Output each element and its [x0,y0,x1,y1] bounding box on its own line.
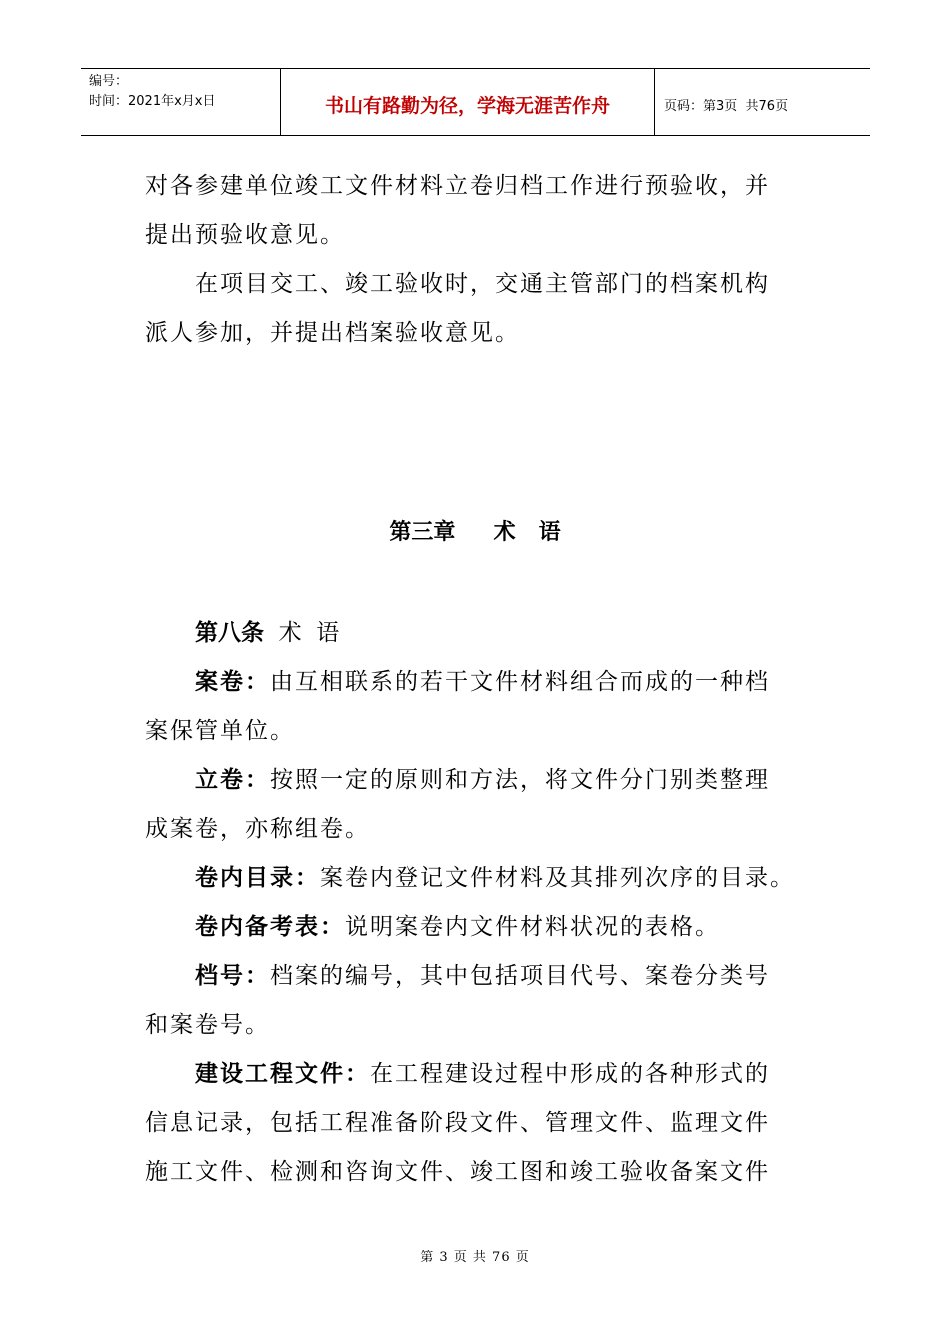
term-name: 档号： [195,963,270,989]
paragraph [145,162,815,260]
term-name: 卷内目录： [195,865,320,891]
header-page-info: 页码：第3页 共76页 [664,98,789,114]
header-meta-cell [81,69,281,135]
page-header [81,68,870,136]
term-definition [145,1050,815,1197]
term-name: 立卷： [195,767,270,793]
term-text: 施工文件、检测和咨询文件、竣工图和竣工验收备案文件 [145,1159,770,1185]
term-text: 案保管单位。 [145,718,295,744]
term-name: 建设工程文件： [195,1061,370,1087]
page-footer: 第 3 页 共 76 页 [420,1250,530,1265]
header-motto-cell [281,69,655,135]
paragraph [145,260,815,358]
term-text: 档案的编号，其中包括项目代号、案卷分类号 [270,963,770,989]
term-text: 由互相联系的若干文件材料组合而成的一种档 [270,669,770,695]
term-text: 成案卷，亦称组卷。 [145,816,370,842]
text-line: 在项目交工、竣工验收时，交通主管部门的档案机构 [195,271,770,297]
term-text: 信息记录，包括工程准备阶段文件、管理文件、监理文件 [145,1110,770,1136]
term-name: 案卷： [195,669,270,695]
document-number-label: 编号： [89,74,129,89]
term-definition [145,854,815,903]
terms-section [145,609,815,1197]
text-line: 对各参建单位竣工文件材料立卷归档工作进行预验收，并 [145,173,770,199]
term-text: 在工程建设过程中形成的各种形式的 [370,1061,770,1087]
term-text: 说明案卷内文件材料状况的表格。 [345,914,720,940]
text-line: 提出预验收意见。 [145,222,345,248]
term-definition [145,952,815,1050]
article-title: 术 语 [264,620,340,646]
term-text: 案卷内登记文件材料及其排列次序的目录。 [320,865,795,891]
article-heading [145,609,815,658]
term-definition [145,756,815,854]
term-text: 按照一定的原则和方法，将文件分门别类整理 [270,767,770,793]
term-definition [145,658,815,756]
header-motto: 书山有路勤为径，学海无涯苦作舟 [324,94,610,117]
term-definition [145,903,815,952]
intro-text [145,162,815,358]
header-page-cell [655,69,870,135]
text-line: 派人参加，并提出档案验收意见。 [145,320,520,346]
document-date: 时间：2021年x月x日 [89,94,216,109]
term-text: 和案卷号。 [145,1012,270,1038]
term-name: 卷内备考表： [195,914,345,940]
chapter-title: 第三章 术 语 [389,520,561,545]
article-number: 第八条 [195,620,264,646]
